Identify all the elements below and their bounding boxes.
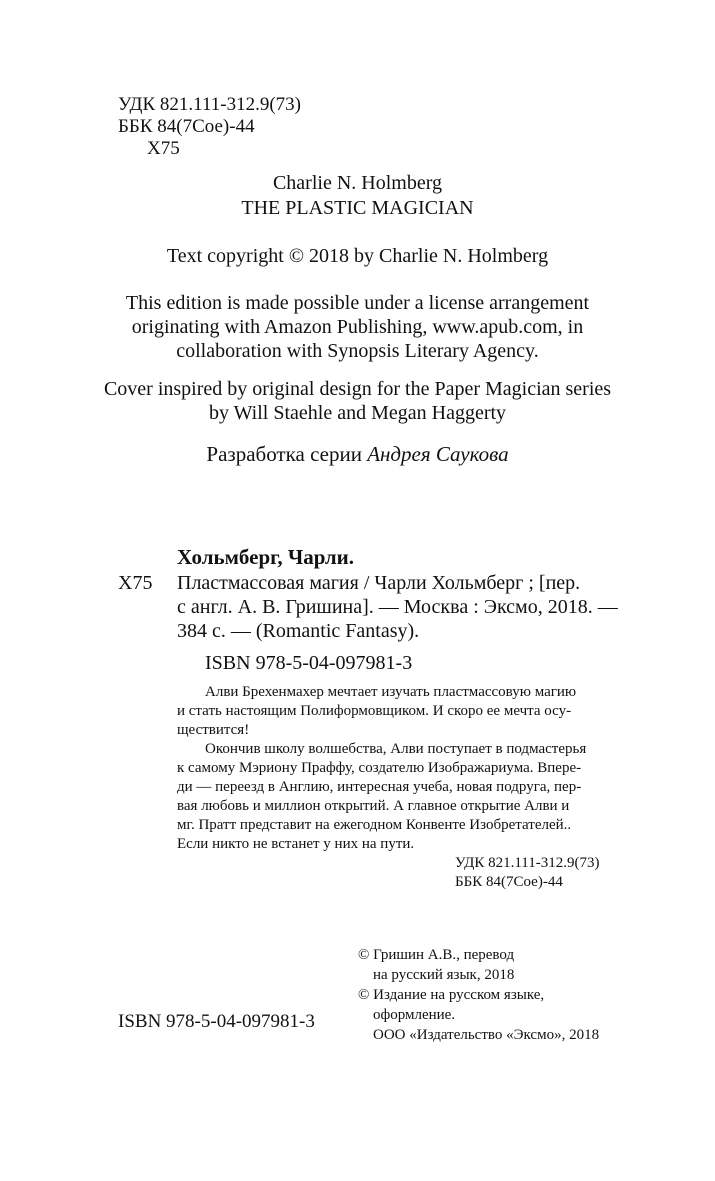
udk-code: УДК 821.111-312.9(73) [118,94,301,115]
copyright-line: оформление. [373,1007,456,1023]
annotation-line: вая любовь и миллион открытий. А главное открытие Алви и [177,798,570,814]
annotation-line: ществится! [177,722,250,738]
annotation-line: ди — переезд в Англию, интересная учеба, новая подруга, пер- [177,779,582,795]
copyright-line: на русский язык, 2018 [373,967,515,983]
license-line: collaboration with Synopsis Literary Agency. [176,340,539,362]
bbk-code: ББК 84(7Сое)-44 [118,116,255,137]
series-design-prefix: Разработка серии [206,442,368,466]
cover-credit-line: by Will Staehle and Megan Haggerty [208,402,507,424]
author-mark: Х75 [147,138,180,159]
license-line: originating with Amazon Publishing, www.apub.com, in [131,316,584,338]
original-author: Charlie N. Holmberg [272,172,443,194]
catalog-author-heading: Хольмберг, Чарли. [177,545,355,569]
catalog-entry-line: с англ. А. В. Гришина]. — Москва : Эксмо, 2018. — [177,596,618,618]
annotation-bbk: ББК 84(7Сое)-44 [455,874,563,890]
annotation-line: Если никто не встанет у них на пути. [177,836,415,852]
text-copyright: Text copyright © 2018 by Charlie N. Holmberg [166,245,549,267]
series-design-name: Андрея Саукова [367,442,509,466]
annotation-line: Окончив школу волшебства, Алви поступает в подмастерья [205,741,587,757]
annotation-udk: УДК 821.111-312.9(73) [455,855,600,871]
annotation-line: Алви Брехенмахер мечтает изучать пластмассовую магию [205,684,577,700]
copyright-line: © Издание на русском языке, [358,987,545,1003]
copyright-line: © Гришин А.В., перевод [358,947,515,963]
cover-credit-line: Cover inspired by original design for the Paper Magician series [103,378,612,400]
original-title: THE PLASTIC MAGICIAN [241,197,474,219]
annotation-line: и стать настоящим Полиформовщиком. И скоро ее мечта осу- [177,703,572,719]
catalog-mark: Х75 [118,572,153,594]
copyright-line: ООО «Издательство «Эксмо», 2018 [373,1027,600,1043]
bottom-isbn: ISBN 978-5-04-097981-3 [118,1011,315,1032]
license-line: This edition is made possible under a license arrangement [125,292,590,314]
catalog-entry-line: 384 с. — (Romantic Fantasy). [177,620,420,642]
annotation-line: к самому Мэриону Праффу, создателю Изображариума. Впере- [177,760,582,776]
catalog-isbn: ISBN 978-5-04-097981-3 [205,652,413,674]
annotation-line: мг. Пратт представит на ежегодном Конвенте Изобретателей.. [177,817,572,833]
series-design [0,442,715,467]
catalog-entry-line: Пластмассовая магия / Чарли Хольмберг ; [пер. [177,572,581,594]
